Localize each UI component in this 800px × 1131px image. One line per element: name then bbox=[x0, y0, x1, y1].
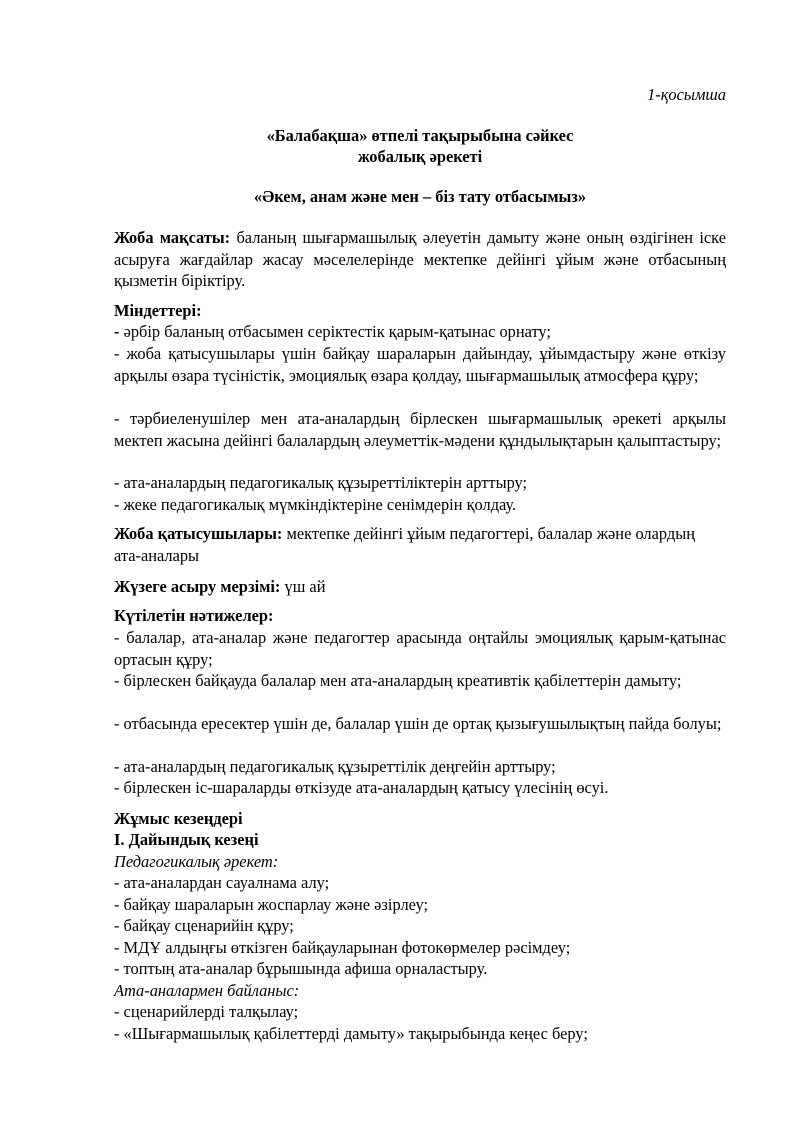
tasks-heading-text: Міндеттері: bbox=[114, 301, 202, 320]
participants-text: мектепке дейінгі ұйым педагогтері, балалар және олардың ата-аналары bbox=[114, 524, 695, 565]
participants-label: Жоба қатысушылары: bbox=[114, 524, 283, 543]
ped-item-4: - МДҰ алдыңғы өткізген байқауларынан фотокөрмелер рәсімдеу; bbox=[114, 938, 571, 957]
title-line-1: «Балабақша» өтпелі тақырыбына сәйкес bbox=[266, 126, 574, 145]
result-item-4: - ата-аналардың педагогикалық құзыреттілік деңгейін арттыру; bbox=[114, 757, 556, 776]
result-item-3: - отбасында ересектер үшін де, балалар үшін де ортақ қызығушылықтың пайда болуы; bbox=[114, 714, 722, 733]
result-item-5: - бірлескен іс-шараларды өткізуде ата-аналардың қатысу үлесінің өсуі. bbox=[114, 778, 609, 797]
participants-paragraph bbox=[114, 523, 714, 566]
results-heading bbox=[114, 605, 726, 627]
task-item-1 bbox=[114, 321, 726, 343]
ped-item-1: - ата-аналардан сауалнама алу; bbox=[114, 873, 330, 892]
parents-label bbox=[114, 980, 726, 1002]
parents-item-2: - «Шығармашылық қабілеттерді дамыту» тақырыбында кеңес беру; bbox=[114, 1024, 588, 1043]
period-text: үш ай bbox=[280, 577, 326, 596]
parents-item-1: - сценарийлерді талқылау; bbox=[114, 1002, 299, 1021]
task-item-5: - жеке педагогикалық мүмкіндіктеріне сенімдерін қолдау. bbox=[114, 495, 517, 514]
goal-paragraph bbox=[114, 227, 726, 292]
task-item-1-text: әрбір баланың отбасымен серіктестік қарым-қатынас орнату; bbox=[123, 322, 551, 341]
ped-item-2: - байқау шараларын жоспарлау және әзірлеу; bbox=[114, 895, 429, 914]
project-name: «Әкем, анам және мен – біз тату отбасымыз» bbox=[253, 187, 587, 206]
stages-heading-text: Жұмыс кезеңдері bbox=[114, 809, 243, 828]
stage-1-heading bbox=[114, 829, 726, 851]
task-item-2: - жоба қатысушылары үшін байқау шараларын дайындау, ұйымдастыру және өткізу арқылы өзара түсіністік, эмоциялық өзара қолдау, шығармашылық атмосфера құру; bbox=[114, 344, 726, 385]
pedagogical-label-text: Педагогикалық әрекет: bbox=[114, 852, 279, 871]
period-label: Жүзеге асыру мерзімі: bbox=[114, 577, 281, 596]
pedagogical-label bbox=[114, 851, 726, 873]
period-paragraph bbox=[114, 576, 726, 598]
stage-1-heading-text: I. Дайындық кезеңі bbox=[114, 830, 259, 849]
task-item-4: - ата-аналардың педагогикалық құзыреттіліктерін арттыру; bbox=[114, 473, 528, 492]
tasks-heading bbox=[114, 300, 726, 322]
results-heading-text: Күтілетін нәтижелер: bbox=[114, 606, 274, 625]
goal-label: Жоба мақсаты: bbox=[114, 228, 231, 247]
task-item-1-dash: - bbox=[114, 322, 124, 341]
title-line-2: жобалық әрекеті bbox=[357, 147, 483, 166]
task-item-3: - тәрбиеленушілер мен ата-аналардың бірлескен шығармашылық әрекеті арқылы мектеп жасына дейінгі балалардың әлеуметтік-мәдени құндылықтарын қалыптастыру; bbox=[114, 409, 726, 450]
parents-label-text: Ата-аналармен байланыс: bbox=[114, 981, 300, 1000]
result-item-1: - балалар, ата-аналар және педагогтер арасында оңтайлы эмоциялық қарым-қатынас ортасын құру; bbox=[114, 628, 726, 669]
ped-item-5: - топтың ата-аналар бұрышында афиша орналастыру. bbox=[114, 959, 488, 978]
goal-text: баланың шығармашылық әлеуетін дамыту және оның өздігінен іске асыруға жағдайлар жасау мәселелерінде мектепке дейінгі ұйым және отбасының қызметін біріктіру. bbox=[114, 228, 727, 291]
annex-label: 1-қосымша bbox=[647, 85, 726, 104]
ped-item-3: - байқау сценарийін құру; bbox=[114, 916, 294, 935]
result-item-2: - бірлескен байқауда балалар мен ата-аналардың креативтік қабілеттерін дамыту; bbox=[114, 671, 682, 690]
stages-heading bbox=[114, 808, 726, 830]
